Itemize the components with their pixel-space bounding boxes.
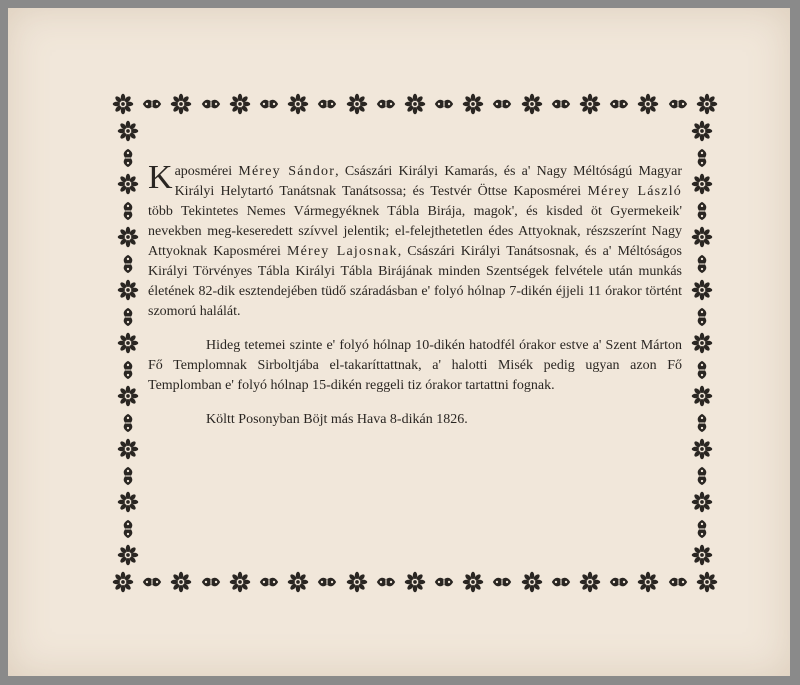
rosette-ornament-icon bbox=[170, 92, 192, 116]
rosette-ornament-icon bbox=[579, 92, 601, 116]
notice-paragraph-3: Költt Posonyban Böjt más Hava 8-dikán 1826. bbox=[206, 412, 468, 427]
acanthus-leaf-ornament-icon bbox=[491, 570, 513, 594]
rosette-ornament-icon bbox=[690, 332, 714, 354]
death-notice-text bbox=[148, 159, 683, 430]
notice-paragraph-2: Hideg tetemei szinte e' folyó hólnap 10-dikén hatodfél órakor estve a' Szent Márton Fő Templomnak Sirboltjába el-takaríttattnak, a' halotti Misék pedig ugyan azon Fő Templomban e' folyó hólnap 15-dikén reggeli tiz órakor tartattni fognak. bbox=[148, 338, 682, 393]
acanthus-leaf-ornament-icon bbox=[690, 518, 714, 540]
acanthus-leaf-ornament-icon bbox=[690, 306, 714, 328]
rosette-ornament-icon bbox=[116, 226, 140, 248]
acanthus-leaf-ornament-icon bbox=[690, 359, 714, 381]
acanthus-leaf-ornament-icon bbox=[116, 306, 140, 328]
acanthus-leaf-ornament-icon bbox=[690, 200, 714, 222]
rosette-ornament-icon bbox=[170, 570, 192, 594]
acanthus-leaf-ornament-icon bbox=[316, 92, 338, 116]
rosette-ornament-icon bbox=[637, 92, 659, 116]
rosette-ornament-icon bbox=[690, 491, 714, 513]
spaced-name: Mérey Sándor bbox=[238, 164, 336, 179]
rosette-ornament-icon bbox=[116, 544, 140, 566]
acanthus-leaf-ornament-icon bbox=[200, 570, 222, 594]
acanthus-leaf-ornament-icon bbox=[141, 92, 163, 116]
rosette-ornament-icon bbox=[112, 92, 134, 116]
rosette-ornament-icon bbox=[116, 438, 140, 460]
acanthus-leaf-ornament-icon bbox=[667, 570, 689, 594]
rosette-ornament-icon bbox=[346, 570, 368, 594]
rosette-ornament-icon bbox=[404, 570, 426, 594]
acanthus-leaf-ornament-icon bbox=[550, 570, 572, 594]
acanthus-leaf-ornament-icon bbox=[690, 253, 714, 275]
text-segment: , Császári Királyi Tanátsosnak, és a' Méltóságos Királyi Törvényes Tábla Királyi Tábla Birájának minden Szentségek felvétele után munkás életének 82-dik esztendejében tüdő száradásban e' folyó hólnap 7-dikén éjjeli 11 órakor történt szomorú halálát. bbox=[148, 244, 683, 319]
spaced-name: Mérey Lajosnak bbox=[286, 244, 398, 259]
acanthus-leaf-ornament-icon bbox=[608, 570, 630, 594]
rosette-ornament-icon bbox=[229, 92, 251, 116]
acanthus-leaf-ornament-icon bbox=[116, 465, 140, 487]
acanthus-leaf-ornament-icon bbox=[690, 465, 714, 487]
border-bottom bbox=[112, 566, 718, 598]
acanthus-leaf-ornament-icon bbox=[608, 92, 630, 116]
rosette-ornament-icon bbox=[521, 92, 543, 116]
rosette-ornament-icon bbox=[690, 226, 714, 248]
rosette-ornament-icon bbox=[112, 570, 134, 594]
acanthus-leaf-ornament-icon bbox=[690, 412, 714, 434]
rosette-ornament-icon bbox=[116, 491, 140, 513]
acanthus-leaf-ornament-icon bbox=[550, 92, 572, 116]
acanthus-leaf-ornament-icon bbox=[375, 92, 397, 116]
acanthus-leaf-ornament-icon bbox=[116, 253, 140, 275]
acanthus-leaf-ornament-icon bbox=[667, 92, 689, 116]
acanthus-leaf-ornament-icon bbox=[141, 570, 163, 594]
rosette-ornament-icon bbox=[690, 438, 714, 460]
border-left bbox=[112, 120, 144, 566]
acanthus-leaf-ornament-icon bbox=[116, 518, 140, 540]
rosette-ornament-icon bbox=[690, 279, 714, 301]
border-top bbox=[112, 88, 718, 120]
rosette-ornament-icon bbox=[690, 385, 714, 407]
acanthus-leaf-ornament-icon bbox=[116, 147, 140, 169]
rosette-ornament-icon bbox=[579, 570, 601, 594]
rosette-ornament-icon bbox=[229, 570, 251, 594]
acanthus-leaf-ornament-icon bbox=[375, 570, 397, 594]
dropcap-initial: K bbox=[148, 159, 173, 196]
text-segment: , Császári Királyi Kamarás, és a' Nagy Méltóságú Magyar Királyi Helytartó Tanátsnak Tanátsossa; és Testvér Öttse Kaposmérei bbox=[174, 164, 682, 199]
rosette-ornament-icon bbox=[116, 332, 140, 354]
acanthus-leaf-ornament-icon bbox=[316, 570, 338, 594]
acanthus-leaf-ornament-icon bbox=[258, 92, 280, 116]
rosette-ornament-icon bbox=[404, 92, 426, 116]
rosette-ornament-icon bbox=[462, 92, 484, 116]
rosette-ornament-icon bbox=[287, 570, 309, 594]
rosette-ornament-icon bbox=[116, 120, 140, 142]
acanthus-leaf-ornament-icon bbox=[258, 570, 280, 594]
spaced-name: Mérey László bbox=[587, 184, 682, 199]
text-segment: aposmérei bbox=[174, 164, 239, 179]
rosette-ornament-icon bbox=[287, 92, 309, 116]
rosette-ornament-icon bbox=[462, 570, 484, 594]
acanthus-leaf-ornament-icon bbox=[433, 92, 455, 116]
acanthus-leaf-ornament-icon bbox=[491, 92, 513, 116]
rosette-ornament-icon bbox=[521, 570, 543, 594]
rosette-ornament-icon bbox=[690, 173, 714, 195]
rosette-ornament-icon bbox=[116, 279, 140, 301]
rosette-ornament-icon bbox=[690, 120, 714, 142]
acanthus-leaf-ornament-icon bbox=[433, 570, 455, 594]
rosette-ornament-icon bbox=[690, 544, 714, 566]
acanthus-leaf-ornament-icon bbox=[200, 92, 222, 116]
border-right bbox=[686, 120, 718, 566]
acanthus-leaf-ornament-icon bbox=[116, 359, 140, 381]
rosette-ornament-icon bbox=[696, 570, 718, 594]
rosette-ornament-icon bbox=[346, 92, 368, 116]
paragraph-1-body bbox=[148, 159, 683, 319]
acanthus-leaf-ornament-icon bbox=[690, 147, 714, 169]
rosette-ornament-icon bbox=[696, 92, 718, 116]
text-segment: több Tekintetes Nemes Vármegyéknek Tábla Birája, magok', és kisded öt Gyermekeik' nevekben meg-keseredett szívvel jelentik; el-felejthetetlen édes Attyoknak, részszerínt Nagy Attyoknak Kaposmérei bbox=[148, 204, 682, 259]
rosette-ornament-icon bbox=[116, 385, 140, 407]
rosette-ornament-icon bbox=[637, 570, 659, 594]
notice-paragraph-1 bbox=[148, 159, 683, 322]
rosette-ornament-icon bbox=[116, 173, 140, 195]
acanthus-leaf-ornament-icon bbox=[116, 200, 140, 222]
acanthus-leaf-ornament-icon bbox=[116, 412, 140, 434]
